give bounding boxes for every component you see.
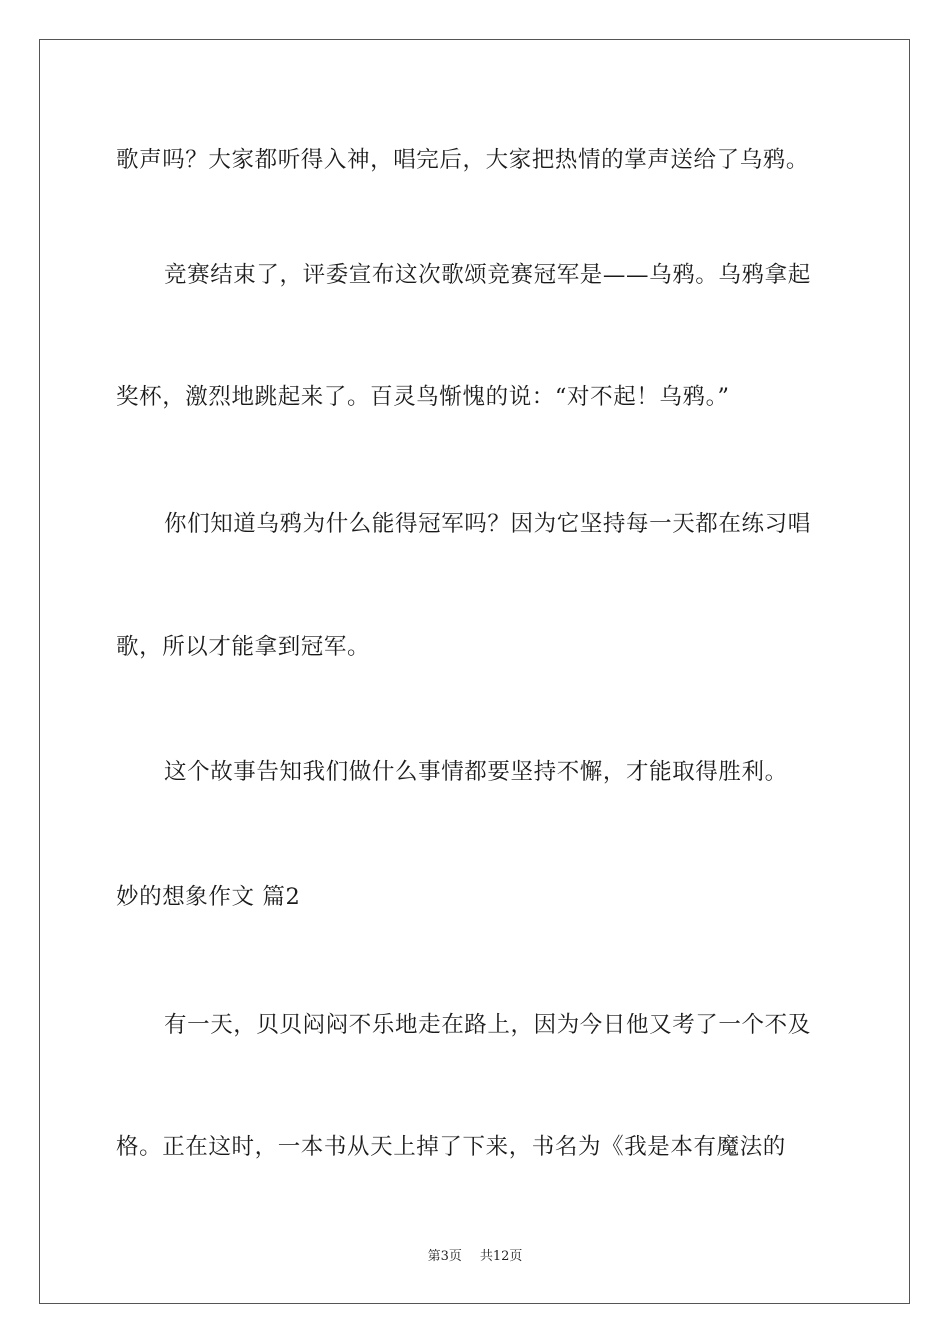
paragraph-line-7: 有一天，贝贝闷闷不乐地走在路上，因为今日他又考了一个不及 (164, 1012, 811, 1038)
paragraph-line-8: 格。正在这时，一本书从天上掉了下来，书名为《我是本有魔法的 (116, 1134, 786, 1160)
paragraph-line-5: 歌，所以才能拿到冠军。 (116, 634, 371, 660)
paragraph-line-3: 奖杯，激烈地跳起来了。百灵鸟惭愧的说：“对不起！乌鸦。” (116, 384, 730, 410)
paragraph-line-1: 歌声吗？大家都听得入神，唱完后，大家把热情的掌声送给了乌鸦。 (116, 147, 810, 173)
paragraph-line-2: 竞赛结束了，评委宣布这次歌颂竞赛冠军是——乌鸦。乌鸦拿起 (164, 262, 811, 288)
page-total: 共12页 (479, 1249, 523, 1264)
page-border (39, 39, 910, 1304)
paragraph-line-4: 你们知道乌鸦为什么能得冠军吗？因为它坚持每一天都在练习唱 (164, 511, 811, 537)
page-footer (0, 1248, 950, 1266)
section-heading: 妙的想象作文 篇2 (116, 884, 301, 910)
page-number: 第3页 (427, 1249, 462, 1264)
paragraph-line-6: 这个故事告知我们做什么事情都要坚持不懈，才能取得胜利。 (164, 759, 788, 785)
